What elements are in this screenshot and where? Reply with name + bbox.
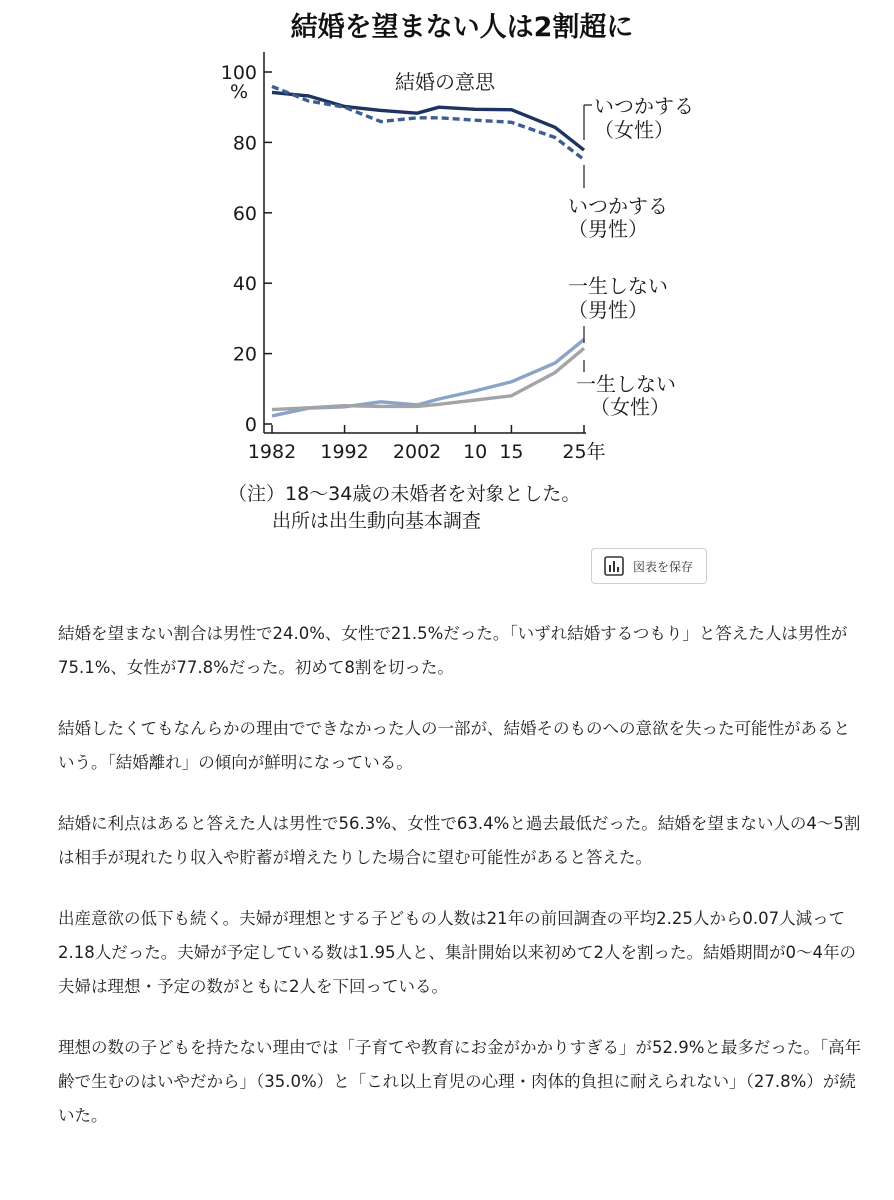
article-body <box>58 617 864 1160</box>
article-paragraph-3: 結婚に利点はあると答えた人は男性で56.3%、女性で63.4%と過去最低だった。結婚を望まない人の4〜5割は相手が現れたり収入や貯蓄が増えたりした場合に望む可能性があると答えた。 <box>58 814 861 867</box>
label-men-ever-2: （男性） <box>568 217 648 241</box>
y-tick-label: 20 <box>232 343 257 366</box>
x-tick-label: 2002 <box>392 441 442 463</box>
y-tick-label: 100 <box>220 62 257 84</box>
article-paragraph-2: 結婚したくてもなんらかの理由でできなかった人の一部が、結婚そのものへの意欲を失った可能性があるという。「結婚離れ」の傾向が鮮明になっている。 <box>58 719 850 772</box>
chart-title: 結婚を望まない人は2割超に <box>290 12 634 43</box>
y-tick-label: 0 <box>244 414 257 436</box>
label-women-never-2: （女性） <box>590 395 670 419</box>
label-women-ever-2: （女性） <box>594 118 674 142</box>
chart <box>0 0 894 545</box>
y-tick-label: 60 <box>232 202 257 225</box>
save-chart-label: 図表を保存 <box>633 559 694 574</box>
x-tick-label: 10 <box>463 441 488 463</box>
label-men-never-1: 一生しない <box>568 274 668 298</box>
annotation-group-label: 結婚の意思 <box>395 70 495 94</box>
y-tick-label: 80 <box>232 132 257 155</box>
label-men-never-2: （男性） <box>568 298 648 322</box>
article-paragraph-4: 出産意欲の低下も続く。夫婦が理想とする子どもの人数は21年の前回調査の平均2.25人から0.07人減って2.18人だった。夫婦が予定している数は1.95人と、集計開始以来初めて2人を割った。結婚期間が0〜4年の夫婦は理想・予定の数がともに2人を下回っている。 <box>58 909 856 996</box>
article-paragraph-1: 結婚を望まない割合は男性で24.0%、女性で21.5%だった。「いずれ結婚するつもり」と答えた人は男性が75.1%、女性が77.8%だった。初めて8割を切った。 <box>58 624 848 677</box>
label-women-ever-1: いつかする <box>594 94 694 118</box>
label-women-never-1: 一生しない <box>576 372 676 396</box>
bar-chart-icon <box>603 555 625 577</box>
x-tick-label: 25年 <box>562 441 606 463</box>
label-men-ever-1: いつかする <box>568 194 668 218</box>
x-tick-label: 1982 <box>247 441 297 463</box>
article-paragraph-5: 理想の数の子どもを持たない理由では「子育てや教育にお金がかかりすぎる」が52.9%と最多だった。「高年齢で生むのはいやだから」（35.0%）と「これ以上育児の心理・肉体的負担に耐えられない」（27.8%）が続いた。 <box>58 1038 862 1125</box>
y-tick-label: 40 <box>232 273 257 296</box>
chart-note-line-2: 出所は出生動向基本調査 <box>272 510 482 532</box>
x-tick-label: 15 <box>499 441 524 463</box>
x-tick-label: 1992 <box>320 441 369 463</box>
chart-note-line-1: （注）18〜34歳の未婚者を対象とした。 <box>228 483 581 505</box>
y-unit-label: % <box>230 81 249 103</box>
save-chart-button[interactable] <box>591 548 707 584</box>
